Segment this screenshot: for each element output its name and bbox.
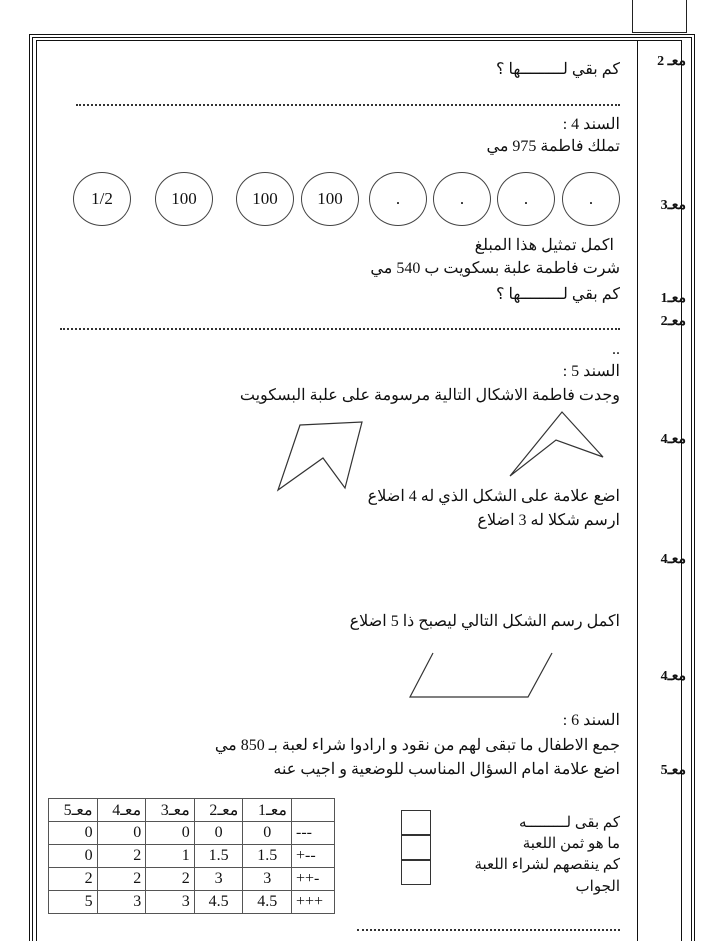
- checkbox[interactable]: [401, 810, 431, 835]
- statement-text: تملك فاطمة 975 مي: [486, 138, 620, 155]
- header-cell: معـ4: [97, 799, 146, 822]
- table-cell: +++: [292, 891, 335, 914]
- margin-label: معـ 2: [657, 54, 686, 69]
- margin-label: معـ4: [660, 669, 686, 684]
- option-text: الجواب: [575, 879, 620, 895]
- table-cell: ++-: [292, 868, 335, 891]
- margin-label: معـ5: [660, 763, 686, 778]
- table-row: [49, 891, 335, 914]
- option-text: كم بقى لـــــــــه: [518, 815, 620, 831]
- margin-label: معـ1: [660, 291, 686, 306]
- section-title: السند 5 :: [562, 363, 620, 380]
- table-cell: 0: [194, 822, 243, 845]
- money-oval: 1/2: [73, 172, 131, 226]
- header-cell: معـ5: [49, 799, 98, 822]
- instruction-text: اضع علامة امام السؤال المناسب للوضعية و اجيب عنه: [273, 761, 620, 778]
- instruction-text: اكمل رسم الشكل التالي ليصبح ذا 5 اضلاع: [349, 613, 620, 630]
- table-cell: 3: [194, 868, 243, 891]
- table-cell: 1.5: [243, 845, 292, 868]
- table-cell: 5: [49, 891, 98, 914]
- table-cell: 0: [146, 822, 195, 845]
- margin-label: معـ4: [660, 552, 686, 567]
- margin-label: معـ2: [660, 314, 686, 329]
- money-oval: 100: [236, 172, 294, 226]
- grading-table: [48, 798, 335, 914]
- table-row: [49, 845, 335, 868]
- header-cell: معـ1: [243, 799, 292, 822]
- table-header-row: [49, 799, 335, 822]
- section-title: السند 4 :: [562, 116, 620, 133]
- concave-quadrilateral-shape: [278, 422, 362, 490]
- instruction-text: اضع علامة على الشكل الذي له 4 اضلاع: [367, 488, 620, 505]
- money-oval[interactable]: .: [369, 172, 427, 226]
- checkbox[interactable]: [401, 860, 431, 885]
- incomplete-shape: [410, 653, 552, 697]
- money-oval: 100: [155, 172, 213, 226]
- statement-text: جمع الاطفال ما تبقى لهم من نقود و ارادوا شراء لعبة بـ 850 مي: [214, 737, 620, 754]
- table-cell: 2: [49, 868, 98, 891]
- table-cell: 1: [146, 845, 195, 868]
- table-cell: 2: [97, 845, 146, 868]
- table-cell: 0: [97, 822, 146, 845]
- table-row: [49, 822, 335, 845]
- option-text: كم ينقصهم لشراء اللعبة: [474, 857, 620, 873]
- section-title: السند 6 :: [562, 712, 620, 729]
- table-row: [49, 868, 335, 891]
- table-cell: 4.5: [194, 891, 243, 914]
- instruction-text: ارسم شكلا له 3 اضلاع: [477, 512, 620, 529]
- table-cell: ---: [292, 822, 335, 845]
- money-oval[interactable]: .: [497, 172, 555, 226]
- table-cell: 2: [146, 868, 195, 891]
- header-cell: [292, 799, 335, 822]
- instruction-text: اكمل تمثيل هذا المبلغ: [474, 237, 614, 254]
- table-cell: 0: [49, 845, 98, 868]
- checkbox[interactable]: [401, 835, 431, 860]
- table-cell: 0: [49, 822, 98, 845]
- option-text: ما هو ثمن اللعبة: [522, 836, 620, 852]
- header-cell: معـ3: [146, 799, 195, 822]
- table-cell: 3: [243, 868, 292, 891]
- money-oval: 100: [301, 172, 359, 226]
- money-oval[interactable]: .: [433, 172, 491, 226]
- dots-mark: ..: [612, 341, 620, 358]
- money-oval[interactable]: .: [562, 172, 620, 226]
- table-cell: 1.5: [194, 845, 243, 868]
- question-text: كم بقي لـــــــــها ؟: [496, 286, 620, 303]
- table-cell: 3: [97, 891, 146, 914]
- table-cell: 0: [243, 822, 292, 845]
- answer-line[interactable]: [357, 929, 620, 931]
- table-cell: 2: [97, 868, 146, 891]
- table-cell: 3: [146, 891, 195, 914]
- table-cell: 4.5: [243, 891, 292, 914]
- arrow-quadrilateral-shape: [510, 412, 603, 476]
- statement-text: وجدت فاطمة الاشكال التالية مرسومة على علبة البسكويت: [239, 387, 620, 404]
- table-cell: +--: [292, 845, 335, 868]
- question-text: كم بقي لـــــــــها ؟: [496, 61, 620, 78]
- margin-label: معـ3: [660, 198, 686, 213]
- margin-label: معـ4: [660, 432, 686, 447]
- header-cell: معـ2: [194, 799, 243, 822]
- statement-text: شرت فاطمة علبة بسكويت ب 540 مي: [370, 260, 620, 277]
